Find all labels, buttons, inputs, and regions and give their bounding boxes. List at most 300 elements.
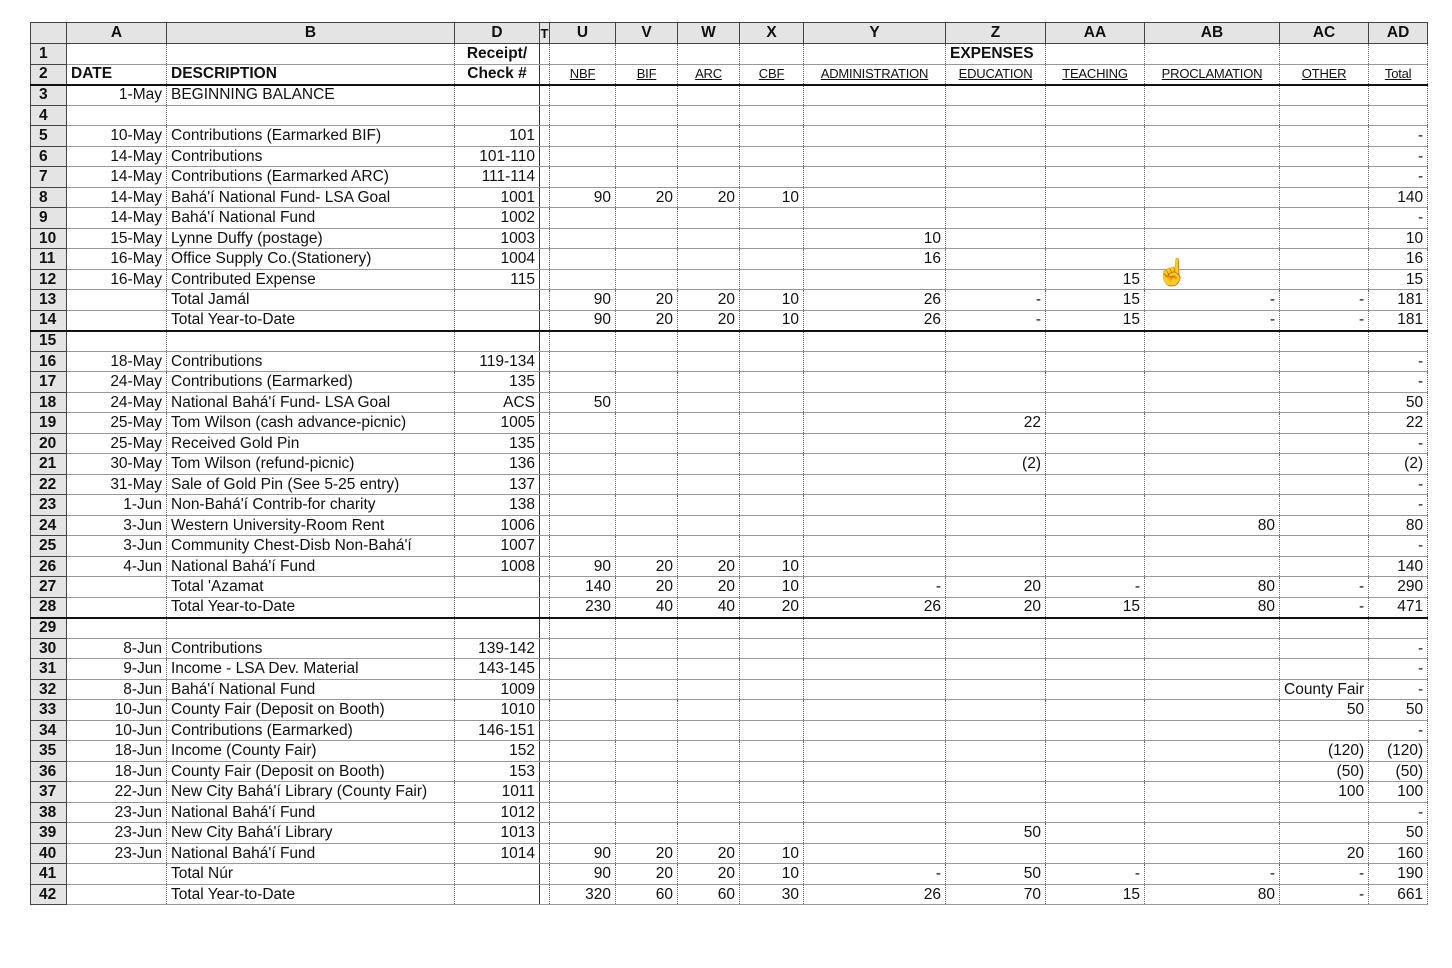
- description-cell[interactable]: Lynne Duffy (postage): [167, 228, 455, 249]
- proclamation-cell[interactable]: [1145, 802, 1280, 823]
- teaching-cell[interactable]: 15: [1046, 310, 1145, 331]
- total-cell[interactable]: [1369, 331, 1428, 352]
- proclamation-cell[interactable]: [1145, 638, 1280, 659]
- total-cell[interactable]: -: [1369, 659, 1428, 680]
- proclamation-cell[interactable]: 80: [1145, 577, 1280, 598]
- spacer-cell[interactable]: [540, 187, 550, 208]
- bif-cell[interactable]: 20: [616, 864, 678, 885]
- cbf-cell[interactable]: [740, 413, 804, 434]
- administration-cell[interactable]: [804, 720, 946, 741]
- check-number-cell[interactable]: [455, 331, 540, 352]
- education-cell[interactable]: [946, 802, 1046, 823]
- other-cell[interactable]: [1280, 413, 1369, 434]
- teaching-cell[interactable]: [1046, 720, 1145, 741]
- check-number-cell[interactable]: 136: [455, 454, 540, 475]
- row-header[interactable]: 6: [31, 146, 67, 167]
- nbf-cell[interactable]: 90: [550, 843, 616, 864]
- spacer-cell[interactable]: [540, 105, 550, 126]
- proclamation-cell[interactable]: [1145, 85, 1280, 106]
- column-header-D[interactable]: D: [455, 23, 540, 44]
- cbf-cell[interactable]: [740, 659, 804, 680]
- row-header[interactable]: 14: [31, 310, 67, 331]
- spacer-cell[interactable]: [540, 310, 550, 331]
- other-cell[interactable]: [1280, 105, 1369, 126]
- proclamation-cell[interactable]: -: [1145, 310, 1280, 331]
- row-header[interactable]: 17: [31, 372, 67, 393]
- nbf-cell[interactable]: 90: [550, 187, 616, 208]
- date-cell[interactable]: 8-Jun: [67, 638, 167, 659]
- cell-Y1[interactable]: [804, 44, 946, 65]
- spacer-cell[interactable]: [540, 843, 550, 864]
- check-number-cell[interactable]: 1004: [455, 249, 540, 270]
- education-cell[interactable]: 22: [946, 413, 1046, 434]
- cbf-cell[interactable]: [740, 392, 804, 413]
- education-cell[interactable]: [946, 495, 1046, 516]
- nbf-cell[interactable]: [550, 331, 616, 352]
- row-header[interactable]: 11: [31, 249, 67, 270]
- spacer-cell[interactable]: [540, 331, 550, 352]
- description-cell[interactable]: Total 'Azamat: [167, 577, 455, 598]
- administration-cell[interactable]: [804, 474, 946, 495]
- proclamation-cell[interactable]: [1145, 433, 1280, 454]
- total-cell[interactable]: 80: [1369, 515, 1428, 536]
- check-number-cell[interactable]: [455, 884, 540, 905]
- education-cell[interactable]: 70: [946, 884, 1046, 905]
- bif-cell[interactable]: [616, 700, 678, 721]
- teaching-cell[interactable]: [1046, 638, 1145, 659]
- cbf-cell[interactable]: [740, 638, 804, 659]
- date-cell[interactable]: 18-Jun: [67, 761, 167, 782]
- total-cell[interactable]: (50): [1369, 761, 1428, 782]
- other-cell[interactable]: [1280, 85, 1369, 106]
- administration-cell[interactable]: 10: [804, 228, 946, 249]
- other-cell[interactable]: -: [1280, 290, 1369, 311]
- education-cell[interactable]: [946, 331, 1046, 352]
- bif-cell[interactable]: [616, 413, 678, 434]
- row-header[interactable]: 19: [31, 413, 67, 434]
- cell-A1[interactable]: [67, 44, 167, 65]
- column-header-T[interactable]: T: [540, 23, 550, 44]
- administration-cell[interactable]: 26: [804, 310, 946, 331]
- check-number-cell[interactable]: 1003: [455, 228, 540, 249]
- education-cell[interactable]: [946, 638, 1046, 659]
- column-header-A[interactable]: A: [67, 23, 167, 44]
- teaching-cell[interactable]: -: [1046, 577, 1145, 598]
- date-cell[interactable]: 23-Jun: [67, 802, 167, 823]
- date-cell[interactable]: 1-May: [67, 85, 167, 106]
- total-cell[interactable]: -: [1369, 495, 1428, 516]
- total-cell[interactable]: -: [1369, 126, 1428, 147]
- description-cell[interactable]: Bahá'í National Fund- LSA Goal: [167, 187, 455, 208]
- cbf-cell[interactable]: [740, 536, 804, 557]
- teaching-cell[interactable]: [1046, 802, 1145, 823]
- education-cell[interactable]: [946, 85, 1046, 106]
- check-number-cell[interactable]: [455, 618, 540, 639]
- spacer-cell[interactable]: [540, 249, 550, 270]
- row-header[interactable]: 41: [31, 864, 67, 885]
- row-header[interactable]: 4: [31, 105, 67, 126]
- date-cell[interactable]: 1-Jun: [67, 495, 167, 516]
- proclamation-cell[interactable]: [1145, 741, 1280, 762]
- nbf-cell[interactable]: 140: [550, 577, 616, 598]
- column-header-Y[interactable]: Y: [804, 23, 946, 44]
- row-header[interactable]: 35: [31, 741, 67, 762]
- total-cell[interactable]: 181: [1369, 290, 1428, 311]
- nbf-cell[interactable]: 50: [550, 392, 616, 413]
- description-cell[interactable]: National Bahá'í Fund- LSA Goal: [167, 392, 455, 413]
- nbf-cell[interactable]: [550, 659, 616, 680]
- bif-cell[interactable]: [616, 618, 678, 639]
- cell-AD2-total-header[interactable]: [1369, 64, 1428, 85]
- administration-cell[interactable]: [804, 105, 946, 126]
- other-cell[interactable]: [1280, 126, 1369, 147]
- other-cell[interactable]: [1280, 720, 1369, 741]
- total-cell[interactable]: [1369, 105, 1428, 126]
- bif-cell[interactable]: [616, 331, 678, 352]
- nbf-cell[interactable]: [550, 105, 616, 126]
- cell-B2-description-header[interactable]: DESCRIPTION: [167, 64, 455, 85]
- nbf-cell[interactable]: [550, 372, 616, 393]
- bif-cell[interactable]: [616, 351, 678, 372]
- nbf-cell[interactable]: 90: [550, 290, 616, 311]
- administration-cell[interactable]: [804, 761, 946, 782]
- spacer-cell[interactable]: [540, 597, 550, 618]
- teaching-cell[interactable]: [1046, 495, 1145, 516]
- education-cell[interactable]: [946, 269, 1046, 290]
- column-header-B[interactable]: B: [167, 23, 455, 44]
- education-cell[interactable]: [946, 700, 1046, 721]
- bif-cell[interactable]: [616, 126, 678, 147]
- spacer-cell[interactable]: [540, 126, 550, 147]
- education-cell[interactable]: [946, 105, 1046, 126]
- check-number-cell[interactable]: 153: [455, 761, 540, 782]
- total-cell[interactable]: -: [1369, 802, 1428, 823]
- nbf-cell[interactable]: [550, 761, 616, 782]
- teaching-cell[interactable]: [1046, 249, 1145, 270]
- proclamation-cell[interactable]: -: [1145, 290, 1280, 311]
- nbf-cell[interactable]: [550, 351, 616, 372]
- arc-cell[interactable]: [678, 474, 740, 495]
- arc-cell[interactable]: [678, 536, 740, 557]
- date-cell[interactable]: [67, 310, 167, 331]
- arc-cell[interactable]: 20: [678, 187, 740, 208]
- total-cell[interactable]: -: [1369, 474, 1428, 495]
- bif-cell[interactable]: [616, 679, 678, 700]
- teaching-cell[interactable]: [1046, 741, 1145, 762]
- date-cell[interactable]: 24-May: [67, 372, 167, 393]
- teaching-cell[interactable]: -: [1046, 864, 1145, 885]
- nbf-cell[interactable]: [550, 413, 616, 434]
- spacer-cell[interactable]: [540, 720, 550, 741]
- description-cell[interactable]: Total Year-to-Date: [167, 310, 455, 331]
- proclamation-cell[interactable]: [1145, 556, 1280, 577]
- cell-W2-arc-header[interactable]: [678, 64, 740, 85]
- other-cell[interactable]: 50: [1280, 700, 1369, 721]
- date-cell[interactable]: 25-May: [67, 413, 167, 434]
- teaching-cell[interactable]: [1046, 208, 1145, 229]
- check-number-cell[interactable]: 143-145: [455, 659, 540, 680]
- spacer-cell[interactable]: [540, 167, 550, 188]
- spacer-cell[interactable]: [540, 474, 550, 495]
- cbf-cell[interactable]: 10: [740, 187, 804, 208]
- spacer-cell[interactable]: [540, 392, 550, 413]
- row-header[interactable]: 12: [31, 269, 67, 290]
- description-cell[interactable]: Contributions: [167, 638, 455, 659]
- check-number-cell[interactable]: 139-142: [455, 638, 540, 659]
- spacer-cell[interactable]: [540, 536, 550, 557]
- education-cell[interactable]: -: [946, 310, 1046, 331]
- proclamation-cell[interactable]: [1145, 167, 1280, 188]
- arc-cell[interactable]: 20: [678, 843, 740, 864]
- teaching-cell[interactable]: 15: [1046, 597, 1145, 618]
- cell-T2[interactable]: [540, 64, 550, 85]
- bif-cell[interactable]: [616, 536, 678, 557]
- other-cell[interactable]: -: [1280, 884, 1369, 905]
- description-cell[interactable]: Tom Wilson (cash advance-picnic): [167, 413, 455, 434]
- date-cell[interactable]: 15-May: [67, 228, 167, 249]
- column-header-W[interactable]: W: [678, 23, 740, 44]
- administration-cell[interactable]: [804, 638, 946, 659]
- arc-cell[interactable]: [678, 228, 740, 249]
- cbf-cell[interactable]: [740, 167, 804, 188]
- total-cell[interactable]: -: [1369, 638, 1428, 659]
- bif-cell[interactable]: [616, 782, 678, 803]
- spacer-cell[interactable]: [540, 782, 550, 803]
- teaching-cell[interactable]: 15: [1046, 884, 1145, 905]
- education-cell[interactable]: (2): [946, 454, 1046, 475]
- teaching-cell[interactable]: [1046, 413, 1145, 434]
- cbf-cell[interactable]: [740, 85, 804, 106]
- administration-cell[interactable]: 26: [804, 597, 946, 618]
- administration-cell[interactable]: [804, 146, 946, 167]
- proclamation-cell[interactable]: [1145, 474, 1280, 495]
- total-cell[interactable]: 140: [1369, 556, 1428, 577]
- other-cell[interactable]: -: [1280, 864, 1369, 885]
- other-cell[interactable]: [1280, 372, 1369, 393]
- bif-cell[interactable]: [616, 105, 678, 126]
- education-cell[interactable]: 20: [946, 577, 1046, 598]
- check-number-cell[interactable]: 101: [455, 126, 540, 147]
- administration-cell[interactable]: [804, 515, 946, 536]
- administration-cell[interactable]: [804, 536, 946, 557]
- date-cell[interactable]: 23-Jun: [67, 843, 167, 864]
- total-cell[interactable]: 140: [1369, 187, 1428, 208]
- date-cell[interactable]: 8-Jun: [67, 679, 167, 700]
- arc-cell[interactable]: [678, 761, 740, 782]
- description-cell[interactable]: Community Chest-Disb Non-Bahá'í: [167, 536, 455, 557]
- check-number-cell[interactable]: 1002: [455, 208, 540, 229]
- nbf-cell[interactable]: [550, 269, 616, 290]
- date-cell[interactable]: 31-May: [67, 474, 167, 495]
- administration-cell[interactable]: [804, 823, 946, 844]
- total-cell[interactable]: -: [1369, 433, 1428, 454]
- other-cell[interactable]: [1280, 618, 1369, 639]
- cbf-cell[interactable]: [740, 228, 804, 249]
- administration-cell[interactable]: [804, 454, 946, 475]
- date-cell[interactable]: 9-Jun: [67, 659, 167, 680]
- check-number-cell[interactable]: 135: [455, 372, 540, 393]
- spacer-cell[interactable]: [540, 577, 550, 598]
- date-cell[interactable]: 18-Jun: [67, 741, 167, 762]
- check-number-cell[interactable]: 111-114: [455, 167, 540, 188]
- row-header[interactable]: 20: [31, 433, 67, 454]
- administration-cell[interactable]: [804, 700, 946, 721]
- check-number-cell[interactable]: 137: [455, 474, 540, 495]
- date-cell[interactable]: [67, 618, 167, 639]
- check-number-cell[interactable]: [455, 597, 540, 618]
- spacer-cell[interactable]: [540, 884, 550, 905]
- other-cell[interactable]: [1280, 146, 1369, 167]
- administration-cell[interactable]: [804, 351, 946, 372]
- row-header[interactable]: 38: [31, 802, 67, 823]
- proclamation-cell[interactable]: [1145, 208, 1280, 229]
- description-cell[interactable]: New City Bahá'í Library: [167, 823, 455, 844]
- row-header[interactable]: 31: [31, 659, 67, 680]
- nbf-cell[interactable]: [550, 126, 616, 147]
- total-cell[interactable]: -: [1369, 351, 1428, 372]
- cbf-cell[interactable]: 30: [740, 884, 804, 905]
- arc-cell[interactable]: [678, 618, 740, 639]
- teaching-cell[interactable]: [1046, 167, 1145, 188]
- cell-AB1[interactable]: [1145, 44, 1280, 65]
- teaching-cell[interactable]: [1046, 351, 1145, 372]
- other-cell[interactable]: [1280, 515, 1369, 536]
- row-header[interactable]: 28: [31, 597, 67, 618]
- row-header[interactable]: 24: [31, 515, 67, 536]
- check-number-cell[interactable]: 146-151: [455, 720, 540, 741]
- description-cell[interactable]: Office Supply Co.(Stationery): [167, 249, 455, 270]
- nbf-cell[interactable]: [550, 146, 616, 167]
- administration-cell[interactable]: [804, 269, 946, 290]
- teaching-cell[interactable]: [1046, 700, 1145, 721]
- cbf-cell[interactable]: [740, 782, 804, 803]
- education-cell[interactable]: 20: [946, 597, 1046, 618]
- cbf-cell[interactable]: [740, 700, 804, 721]
- column-header-Z[interactable]: Z: [946, 23, 1046, 44]
- teaching-cell[interactable]: [1046, 454, 1145, 475]
- cbf-cell[interactable]: [740, 802, 804, 823]
- education-cell[interactable]: [946, 474, 1046, 495]
- check-number-cell[interactable]: 101-110: [455, 146, 540, 167]
- total-cell[interactable]: 50: [1369, 392, 1428, 413]
- date-cell[interactable]: 25-May: [67, 433, 167, 454]
- total-cell[interactable]: 15: [1369, 269, 1428, 290]
- spacer-cell[interactable]: [540, 85, 550, 106]
- teaching-cell[interactable]: [1046, 761, 1145, 782]
- spacer-cell[interactable]: [540, 413, 550, 434]
- row-header[interactable]: 22: [31, 474, 67, 495]
- description-cell[interactable]: [167, 331, 455, 352]
- arc-cell[interactable]: [678, 167, 740, 188]
- bif-cell[interactable]: 20: [616, 556, 678, 577]
- bif-cell[interactable]: 20: [616, 843, 678, 864]
- education-cell[interactable]: [946, 618, 1046, 639]
- nbf-cell[interactable]: [550, 454, 616, 475]
- teaching-cell[interactable]: [1046, 843, 1145, 864]
- date-cell[interactable]: [67, 105, 167, 126]
- nbf-cell[interactable]: [550, 618, 616, 639]
- education-cell[interactable]: [946, 761, 1046, 782]
- cbf-cell[interactable]: 10: [740, 864, 804, 885]
- row-header[interactable]: 32: [31, 679, 67, 700]
- spacer-cell[interactable]: [540, 495, 550, 516]
- education-cell[interactable]: [946, 126, 1046, 147]
- other-cell[interactable]: -: [1280, 597, 1369, 618]
- date-cell[interactable]: 10-Jun: [67, 720, 167, 741]
- cbf-cell[interactable]: [740, 495, 804, 516]
- cbf-cell[interactable]: [740, 679, 804, 700]
- proclamation-cell[interactable]: 80: [1145, 515, 1280, 536]
- education-cell[interactable]: [946, 372, 1046, 393]
- cbf-cell[interactable]: [740, 761, 804, 782]
- teaching-cell[interactable]: [1046, 782, 1145, 803]
- arc-cell[interactable]: [678, 392, 740, 413]
- bif-cell[interactable]: [616, 454, 678, 475]
- teaching-cell[interactable]: [1046, 187, 1145, 208]
- spacer-cell[interactable]: [540, 454, 550, 475]
- cell-Y2-administration-header[interactable]: [804, 64, 946, 85]
- cell-X1[interactable]: [740, 44, 804, 65]
- arc-cell[interactable]: [678, 515, 740, 536]
- check-number-cell[interactable]: 1009: [455, 679, 540, 700]
- cbf-cell[interactable]: [740, 720, 804, 741]
- arc-cell[interactable]: [678, 495, 740, 516]
- arc-cell[interactable]: [678, 208, 740, 229]
- row-header[interactable]: 29: [31, 618, 67, 639]
- proclamation-cell[interactable]: [1145, 372, 1280, 393]
- check-number-cell[interactable]: [455, 864, 540, 885]
- date-cell[interactable]: 14-May: [67, 208, 167, 229]
- other-cell[interactable]: County Fair: [1280, 679, 1369, 700]
- row-header[interactable]: 34: [31, 720, 67, 741]
- proclamation-cell[interactable]: [1145, 720, 1280, 741]
- check-number-cell[interactable]: 1010: [455, 700, 540, 721]
- nbf-cell[interactable]: 90: [550, 864, 616, 885]
- cell-W1[interactable]: [678, 44, 740, 65]
- bif-cell[interactable]: [616, 85, 678, 106]
- cell-AC1[interactable]: [1280, 44, 1369, 65]
- administration-cell[interactable]: [804, 392, 946, 413]
- total-cell[interactable]: 50: [1369, 823, 1428, 844]
- check-number-cell[interactable]: 1011: [455, 782, 540, 803]
- teaching-cell[interactable]: [1046, 536, 1145, 557]
- administration-cell[interactable]: 26: [804, 290, 946, 311]
- proclamation-cell[interactable]: [1145, 700, 1280, 721]
- cell-X2-cbf-header[interactable]: [740, 64, 804, 85]
- bif-cell[interactable]: [616, 146, 678, 167]
- total-cell[interactable]: -: [1369, 146, 1428, 167]
- description-cell[interactable]: [167, 618, 455, 639]
- check-number-cell[interactable]: [455, 105, 540, 126]
- bif-cell[interactable]: [616, 823, 678, 844]
- teaching-cell[interactable]: 15: [1046, 290, 1145, 311]
- education-cell[interactable]: [946, 228, 1046, 249]
- administration-cell[interactable]: [804, 659, 946, 680]
- cbf-cell[interactable]: [740, 105, 804, 126]
- bif-cell[interactable]: [616, 659, 678, 680]
- administration-cell[interactable]: [804, 187, 946, 208]
- description-cell[interactable]: Contributed Expense: [167, 269, 455, 290]
- bif-cell[interactable]: 20: [616, 290, 678, 311]
- bif-cell[interactable]: [616, 433, 678, 454]
- cbf-cell[interactable]: [740, 208, 804, 229]
- administration-cell[interactable]: 16: [804, 249, 946, 270]
- description-cell[interactable]: National Bahá'í Fund: [167, 802, 455, 823]
- check-number-cell[interactable]: 1005: [455, 413, 540, 434]
- teaching-cell[interactable]: [1046, 679, 1145, 700]
- total-cell[interactable]: 100: [1369, 782, 1428, 803]
- date-cell[interactable]: [67, 884, 167, 905]
